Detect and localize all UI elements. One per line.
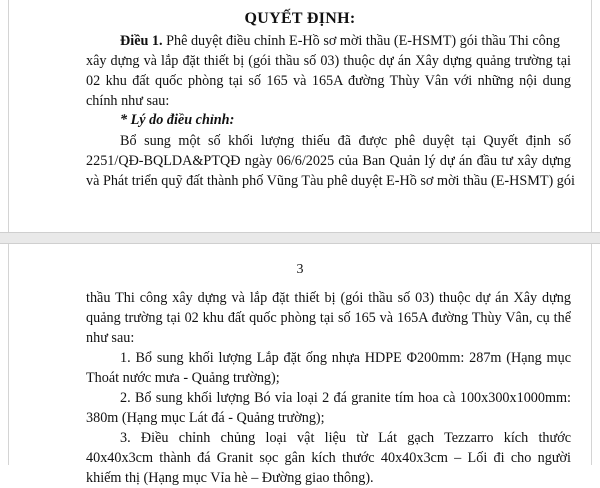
reason-line-1: Bổ sung một số khối lượng thiếu đã được phê duyệt tại Quyết định số [120,133,571,149]
article-1-text-1: Phê duyệt điều chỉnh E-Hồ sơ mời thầu (E-HSMT) gói thầu Thi công [166,33,560,49]
reason-line-3: và Phát triển quỹ đất thành phố Vũng Tàu phê duyệt E-Hồ sơ mời thầu (E-HSMT) gói [86,173,575,189]
document-page-upper [0,0,600,232]
article-1-line-2: xây dựng và lắp đặt thiết bị (gói thầu số 03) thuộc dự án Xây dựng quảng trường tại [86,53,571,69]
article-1-line-3: 02 khu đất quốc phòng tại số 165 và 165A đường Thùy Vân với những nội dung [86,73,571,89]
list-item-2-line-2: 380m (Hạng mục Lát đá - Quảng trường); [86,410,325,426]
list-item-3-line-2: 40x40x3cm thành đá Granit sọc gân kích thước 40x40x3cm – Lối đi cho người [86,450,571,466]
reason-line-2: 2251/QĐ-BQLDA&PTQĐ ngày 06/6/2025 của Ban Quản lý dự án đầu tư xây dựng [86,153,571,169]
list-item-3-line-1: 3. Điều chỉnh chủng loại vật liệu từ Lát gạch Tezzarro kích thước [120,430,571,446]
reason-heading: * Lý do điều chỉnh: [120,112,235,128]
list-item-1-line-1: 1. Bổ sung khối lượng Lắp đặt ống nhựa HDPE Φ200mm: 287m (Hạng mục [120,350,571,366]
continuation-line-3: như sau: [86,330,135,346]
article-1-line-1 [120,31,560,51]
continuation-line-2: quảng trường tại 02 khu đất quốc phòng tại số 165 và 165A đường Thùy Vân, cụ thể [86,310,571,326]
decision-title: QUYẾT ĐỊNH: [244,10,356,27]
page-break-separator [0,232,600,244]
document-page-lower [0,244,600,486]
article-1-line-4: chính như sau: [86,93,170,109]
page-number: 3 [296,262,304,277]
page-edge-right [591,0,592,232]
page-edge-left [8,0,9,232]
list-item-2-line-1: 2. Bổ sung khối lượng Bó vỉa loại 2 đá granite tím hoa cà 100x300x1000mm: [120,390,571,406]
article-label: Điều 1. [120,33,163,49]
continuation-line-1: thầu Thi công xây dựng và lắp đặt thiết bị (gói thầu số 03) thuộc dự án Xây dựng [86,290,571,306]
list-item-3-line-3: khiếm thị (Hạng mục Vỉa hè – Đường giao thông). [86,470,374,486]
list-item-1-line-2: Thoát nước mưa - Quảng trường); [86,370,280,386]
